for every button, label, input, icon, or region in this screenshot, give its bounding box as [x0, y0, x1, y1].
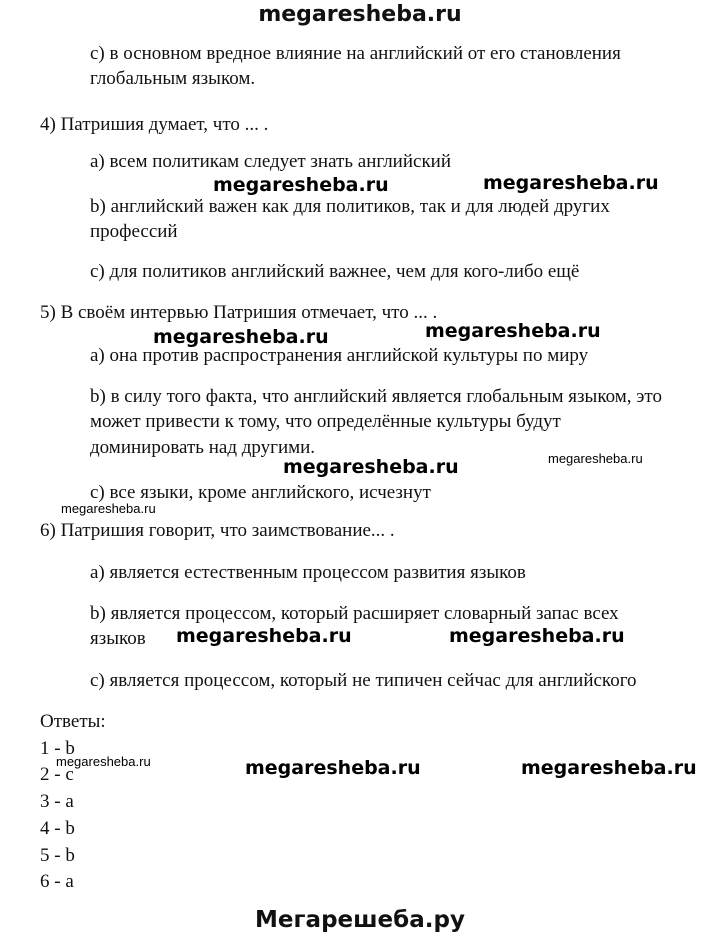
- q5-option-a: а) она против распространения английской культуры по миру: [90, 345, 589, 366]
- q5-question: 5) В своём интервью Патришия отмечает, что ... .: [40, 302, 438, 323]
- watermark: megaresheba.ru: [483, 172, 659, 194]
- watermark: megaresheba.ru: [213, 174, 389, 196]
- watermark: megaresheba.ru: [548, 451, 643, 466]
- answer-item: 2 - с: [40, 764, 74, 785]
- answer-item: 5 - b: [40, 845, 75, 866]
- q4-option-b-line1: b) английский важен как для политиков, так и для людей других: [90, 196, 610, 217]
- q4-question: 4) Патришия думает, что ... .: [40, 114, 269, 135]
- answer-item: 3 - а: [40, 791, 74, 812]
- q4-option-a: а) всем политикам следует знать английский: [90, 151, 452, 172]
- q3-option-c-line2: глобальным языком.: [90, 68, 256, 89]
- watermark: megaresheba.ru: [61, 501, 156, 516]
- watermark: megaresheba.ru: [176, 625, 352, 647]
- watermark: megaresheba.ru: [425, 320, 601, 342]
- watermark: megaresheba.ru: [283, 456, 459, 478]
- q6-option-b-line1: b) является процессом, который расширяет словарный запас всех: [90, 603, 619, 624]
- q4-option-b-line2: профессий: [90, 221, 178, 242]
- q6-option-a: а) является естественным процессом развития языков: [90, 562, 526, 583]
- q5-option-b-line2: может привести к тому, что определённые культуры будут: [90, 411, 561, 432]
- q6-option-b-line2: языков: [90, 628, 146, 649]
- watermark: megaresheba.ru: [521, 757, 697, 779]
- watermark: megaresheba.ru: [449, 625, 625, 647]
- watermark: megaresheba.ru: [153, 326, 329, 348]
- site-footer: Мегарешеба.ру: [255, 907, 465, 933]
- answers-title: Ответы:: [40, 711, 106, 732]
- answer-item: 6 - а: [40, 871, 74, 892]
- q4-option-c: с) для политиков английский важнее, чем для кого-либо ещё: [90, 261, 580, 282]
- q5-option-c: с) все языки, кроме английского, исчезнут: [90, 482, 431, 503]
- q6-question: 6) Патришия говорит, что заимствование... .: [40, 520, 395, 541]
- answer-item: 4 - b: [40, 818, 75, 839]
- q5-option-b-line1: b) в силу того факта, что английский является глобальным языком, это: [90, 386, 662, 407]
- watermark: megaresheba.ru: [56, 754, 151, 769]
- watermark: megaresheba.ru: [245, 757, 421, 779]
- q6-option-c: с) является процессом, который не типичен сейчас для английского: [90, 670, 637, 691]
- answer-item: 1 - b: [40, 738, 75, 759]
- site-header: megaresheba.ru: [258, 2, 462, 27]
- q5-option-b-line3: доминировать над другими.: [90, 437, 316, 458]
- q3-option-c-line1: с) в основном вредное влияние на английский от его становления: [90, 43, 621, 64]
